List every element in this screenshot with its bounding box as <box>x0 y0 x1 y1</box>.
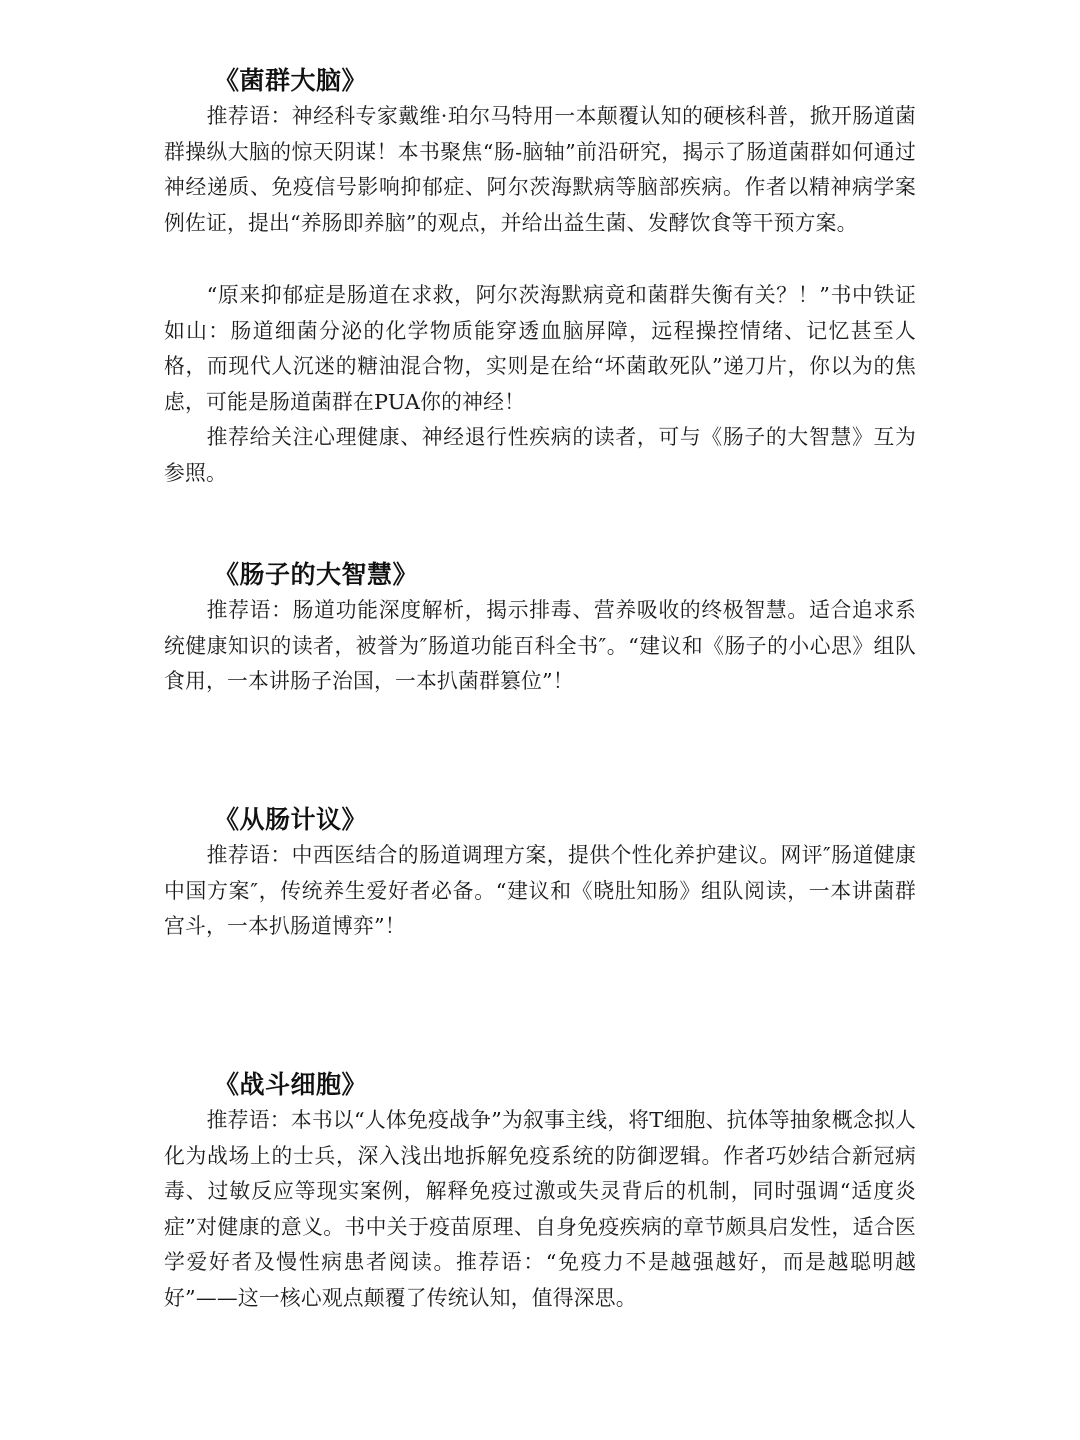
book-recommendation: 推荐语：肠道功能深度解析，揭示排毒、营养吸收的终极智慧。适合追求系统健康知识的读者，被誉为″肠道功能百科全书″。“建议和《肠子的小心思》组队食用，一本讲肠子治国，一本扒菌群篡位”！ <box>164 598 916 693</box>
book-section-gut-plan <box>164 803 916 945</box>
book-section-brain-bacteria <box>164 64 916 491</box>
book-title: 《肠子的大智慧》 <box>214 560 419 589</box>
book-title: 《战斗细胞》 <box>214 1070 368 1099</box>
book-recommendation: 推荐语：中西医结合的肠道调理方案，提供个性化养护建议。网评″肠道健康中国方案″，传统养生爱好者必备。“建议和《晓肚知肠》组队阅读，一本讲菌群宫斗，一本扒肠道博弈”！ <box>164 843 916 938</box>
book-section-gut-wisdom <box>164 558 916 700</box>
book-recommendation: 推荐语：神经科专家戴维·珀尔马特用一本颠覆认知的硬核科普，掀开肠道菌群操纵大脑的惊天阴谋！本书聚焦“肠-脑轴”前沿研究，揭示了肠道菌群如何通过神经递质、免疫信号影响抑郁症、阿尔茨海默病等脑部疾病。作者以精神病学案例佐证，提出“养肠即养脑”的观点，并给出益生菌、发酵饮食等干预方案。 <box>164 104 916 235</box>
book-section-fighting-cells <box>164 1068 916 1316</box>
book-quote: “原来抑郁症是肠道在求救，阿尔茨海默病竟和菌群失衡有关？！”书中铁证如山：肠道细菌分泌的化学物质能穿透血脑屏障，远程操控情绪、记忆甚至人格，而现代人沉迷的糖油混合物，实则是在给“坏菌敢死队”递刀片，你以为的焦虑，可能是肠道菌群在PUA你的神经！ <box>164 283 916 414</box>
book-recommendation: 推荐语：本书以“人体免疫战争”为叙事主线，将T细胞、抗体等抽象概念拟人化为战场上的士兵，深入浅出地拆解免疫系统的防御逻辑。作者巧妙结合新冠病毒、过敏反应等现实案例，解释免疫过激或失灵背后的机制，同时强调“适度炎症”对健康的意义。书中关于疫苗原理、自身免疫疾病的章节颇具启发性，适合医学爱好者及慢性病患者阅读。推荐语：“免疫力不是越强越好，而是越聪明越好”——这一核心观点颠覆了传统认知，值得深思。 <box>164 1108 916 1310</box>
book-title: 《从肠计议》 <box>214 805 368 834</box>
book-title: 《菌群大脑》 <box>214 66 368 95</box>
book-audience-note: 推荐给关注心理健康、神经退行性疾病的读者，可与《肠子的大智慧》互为参照。 <box>164 425 916 485</box>
